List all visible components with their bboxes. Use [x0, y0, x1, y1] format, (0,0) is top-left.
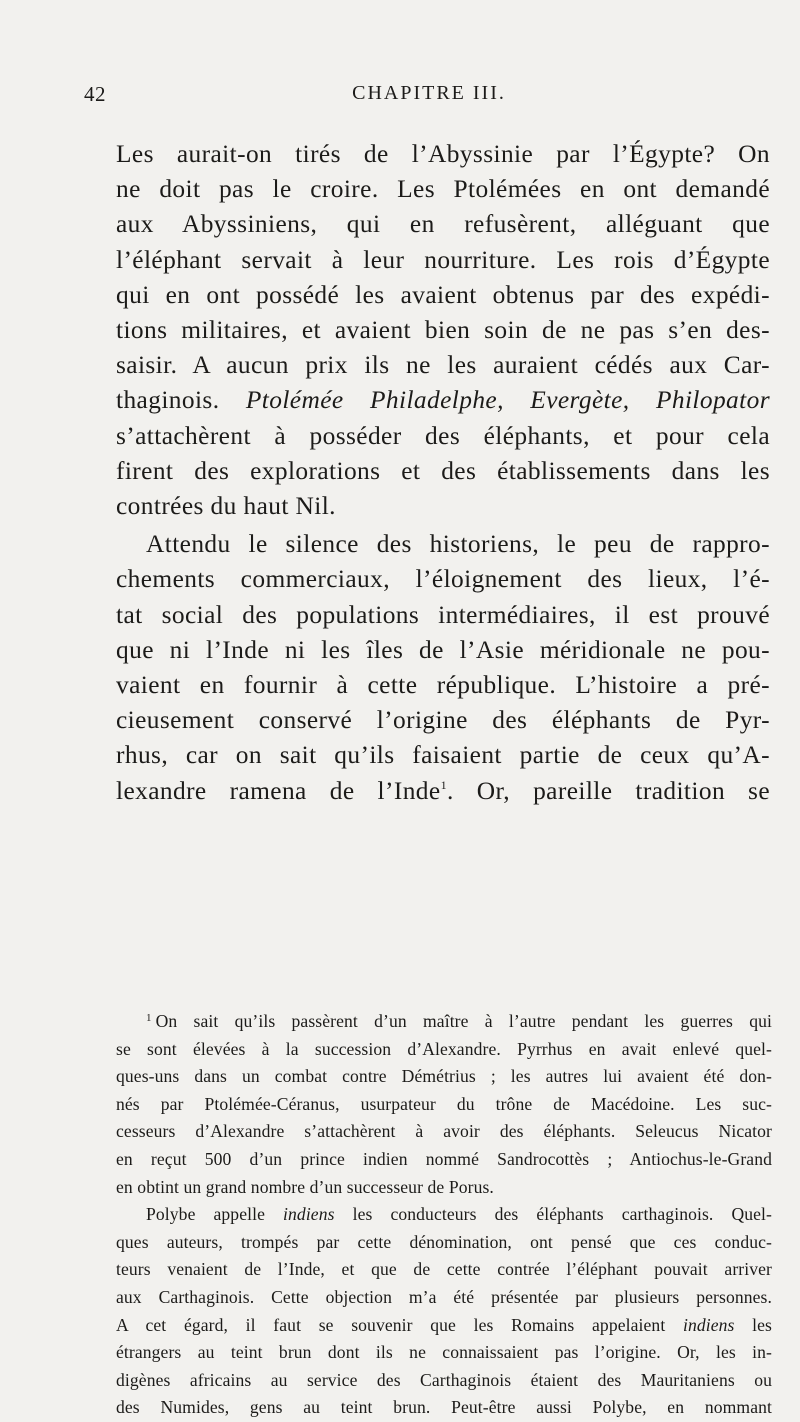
text-span: thaginois. — [116, 386, 246, 415]
text-span: . Or, pareille tradition se — [446, 776, 771, 805]
footnote-line: ques-uns dans un combat contre Démétrius ; les autres lui avaient été don- — [116, 1066, 772, 1087]
text-line: rhus, car on sait qu’ils faisaient partie de ceux qu’A- — [116, 741, 770, 770]
footnote-reference[interactable]: 1 — [440, 777, 447, 792]
footnotes — [116, 1008, 772, 1422]
footnote-line — [116, 1008, 772, 1036]
text-line: saisir. A aucun prix ils ne les auraient cédés aux Car- — [116, 351, 770, 380]
page-header — [84, 82, 774, 116]
footnote-line: ques auteurs, trompés par cette dénomination, ont pensé que ces conduc- — [116, 1231, 772, 1252]
text-line: qui en ont possédé les avaient obtenus par des expédi- — [116, 280, 770, 309]
page-number: 42 — [84, 82, 106, 106]
text-span: les — [734, 1314, 772, 1335]
footnote-marker: 1 — [146, 1012, 152, 1024]
italic-word: indiens — [682, 1314, 735, 1335]
footnote-line: en obtint un grand nombre d’un successeur de Porus. — [116, 1176, 494, 1197]
text-span: les conducteurs des éléphants carthaginois. Quel- — [334, 1204, 772, 1225]
footnote-line — [116, 1201, 772, 1229]
text-line: que ni l’Inde ni les îles de l’Asie méridionale ne pou- — [116, 635, 770, 664]
footnote-line: cesseurs d’Alexandre s’attachèrent à avoir des éléphants. Seleucus Nicator — [116, 1121, 772, 1142]
main-text — [116, 137, 770, 809]
text-span: lexandre ramena de l’Inde — [116, 776, 441, 805]
text-line: ne doit pas le croire. Les Ptolémées en ont demandé — [116, 175, 770, 204]
text-line: tat social des populations intermédiaires, il est prouvé — [116, 600, 770, 629]
text-line: firent des explorations et des établissements dans les — [116, 456, 770, 485]
text-span: A cet égard, il faut se souvenir que les Romains appelaient — [116, 1314, 683, 1335]
footnote-line: nés par Ptolémée-Céranus, usurpateur du trône de Macédoine. Les suc- — [116, 1093, 772, 1114]
text-line — [116, 383, 770, 418]
text-line: cieusement conservé l’origine des éléphants de Pyr- — [116, 706, 770, 735]
footnote-line: étrangers au teint brun dont ils ne connaissaient pas l’origine. Or, les in- — [116, 1342, 772, 1363]
paragraph-start: Attendu le silence des historiens, le peu de rappro- — [146, 530, 770, 559]
text-line: contrées du haut Nil. — [116, 492, 336, 521]
footnote-line: se sont élevées à la succession d’Alexandre. Pyrrhus en avait enlevé quel- — [116, 1038, 772, 1059]
text-span: Polybe appelle — [146, 1204, 284, 1225]
text-line: l’éléphant servait à leur nourriture. Les rois d’Égypte — [116, 245, 770, 274]
text-line: s’attachèrent à posséder des éléphants, et pour cela — [116, 421, 770, 450]
italic-names: Ptolémée Philadelphe, Evergète, Philopator — [245, 386, 770, 415]
footnote-line: teurs venaient de l’Inde, et que de cette contrée l’éléphant pouvait arriver — [116, 1259, 772, 1280]
text-line: Les aurait-on tirés de l’Abyssinie par l’Égypte? On — [116, 140, 770, 168]
footnote-line: des Numides, gens au teint brun. Peut-être aussi Polybe, en nommant — [116, 1397, 772, 1418]
footnote-line — [116, 1312, 772, 1340]
text-line: vaient en fournir à cette république. L’histoire a pré- — [116, 671, 770, 700]
footnote-line: en reçut 500 d’un prince indien nommé Sandrocottès ; Antiochus-le-Grand — [116, 1148, 772, 1169]
footnote-line: digènes africains au service des Carthaginois étaient des Mauritaniens ou — [116, 1369, 772, 1390]
text-line: chements commerciaux, l’éloignement des lieux, l’é- — [116, 565, 770, 594]
running-head: CHAPITRE III. — [352, 82, 506, 104]
text-span: On sait qu’ils passèrent d’un maître à l’autre pendant les guerres qui — [155, 1011, 772, 1031]
footnote-line: aux Carthaginois. Cette objection m’a été présentée par plusieurs personnes. — [116, 1286, 772, 1307]
text-line: aux Abyssiniens, qui en refusèrent, alléguant que — [116, 210, 770, 239]
text-line — [116, 774, 770, 809]
italic-word: indiens — [283, 1204, 335, 1225]
text-line: tions militaires, et avaient bien soin de ne pas s’en des- — [116, 316, 770, 345]
